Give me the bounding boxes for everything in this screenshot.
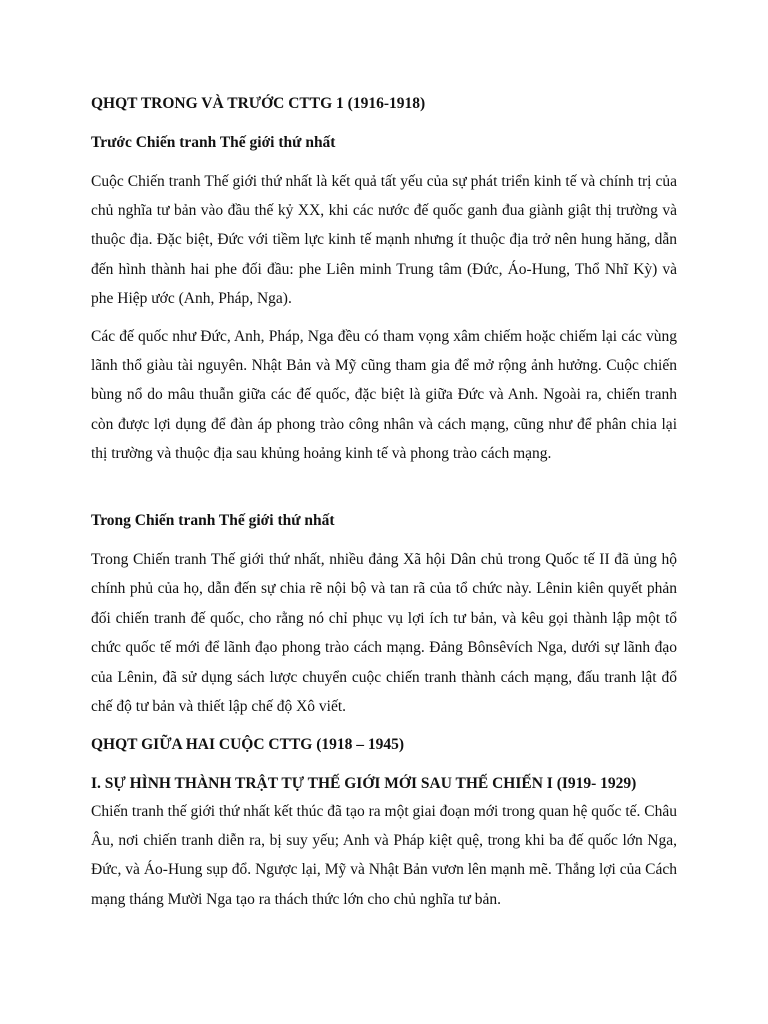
subheading-new-world-order: I. SỰ HÌNH THÀNH TRẬT TỰ THẾ GIỚI MỚI SAU THẾ CHIẾN I (I919- 1929)	[91, 775, 637, 792]
paragraph-new-world-order: Chiến tranh thế giới thứ nhất kết thúc đã tạo ra một giai đoạn mới trong quan hệ quốc tế. Châu Âu, nơi chiến tranh diễn ra, bị suy yếu; Anh và Pháp kiệt quệ, trong khi ba đế quốc lớn Nga, Đức, và Áo-Hung sụp đổ. Ngược lại, Mỹ và Nhật Bản vươn lên mạnh mẽ. Thắng lợi của Cách mạng tháng Mười Nga tạo ra thách thức lớn cho chủ nghĩa tư bản.	[91, 803, 677, 908]
subheading-before-ww1: Trước Chiến tranh Thế giới thứ nhất	[91, 134, 336, 151]
paragraph-before-ww1-2: Các đế quốc như Đức, Anh, Pháp, Nga đều có tham vọng xâm chiếm hoặc chiếm lại các vùng lãnh thổ giàu tài nguyên. Nhật Bản và Mỹ cũng tham gia để mở rộng ảnh hưởng. Cuộc chiến bùng nổ do mâu thuẫn giữa các đế quốc, đặc biệt là giữa Đức và Anh. Ngoài ra, chiến tranh còn được lợi dụng để đàn áp phong trào công nhân và cách mạng, cũng như để phân chia lại thị trường và thuộc địa sau khủng hoảng kinh tế và phong trào cách mạng.	[91, 328, 677, 462]
paragraph-before-ww1-1: Cuộc Chiến tranh Thế giới thứ nhất là kết quả tất yếu của sự phát triển kinh tế và chính trị của chủ nghĩa tư bản vào đầu thế kỷ XX, khi các nước đế quốc ganh đua giành giật thị trường và thuộc địa. Đặc biệt, Đức với tiềm lực kinh tế mạnh nhưng ít thuộc địa trở nên hung hăng, dẫn đến hình thành hai phe đối đầu: phe Liên minh Trung tâm (Đức, Áo-Hung, Thổ Nhĩ Kỳ) và phe Hiệp ước (Anh, Pháp, Nga).	[91, 173, 677, 307]
section-heading-qhqt-cttg1: QHQT TRONG VÀ TRƯỚC CTTG 1 (1916-1918)	[91, 95, 426, 112]
section-heading-between-wars: QHQT GIỮA HAI CUỘC CTTG (1918 – 1945)	[91, 736, 405, 753]
paragraph-during-ww1: Trong Chiến tranh Thế giới thứ nhất, nhiều đảng Xã hội Dân chủ trong Quốc tế II đã ủng hộ chính phủ của họ, dẫn đến sự chia rẽ nội bộ và tan rã của tổ chức này. Lênin kiên quyết phản đối chiến tranh đế quốc, cho rằng nó chỉ phục vụ lợi ích tư bản, và kêu gọi thành lập một tổ chức quốc tế mới để lãnh đạo phong trào cách mạng. Đảng Bônsêvích Nga, dưới sự lãnh đạo của Lênin, đã sử dụng sách lược chuyển cuộc chiến tranh thành cách mạng, đấu tranh lật đổ chế độ tư bản và thiết lập chế độ Xô viết.	[91, 551, 677, 716]
subheading-during-ww1: Trong Chiến tranh Thế giới thứ nhất	[91, 512, 335, 529]
